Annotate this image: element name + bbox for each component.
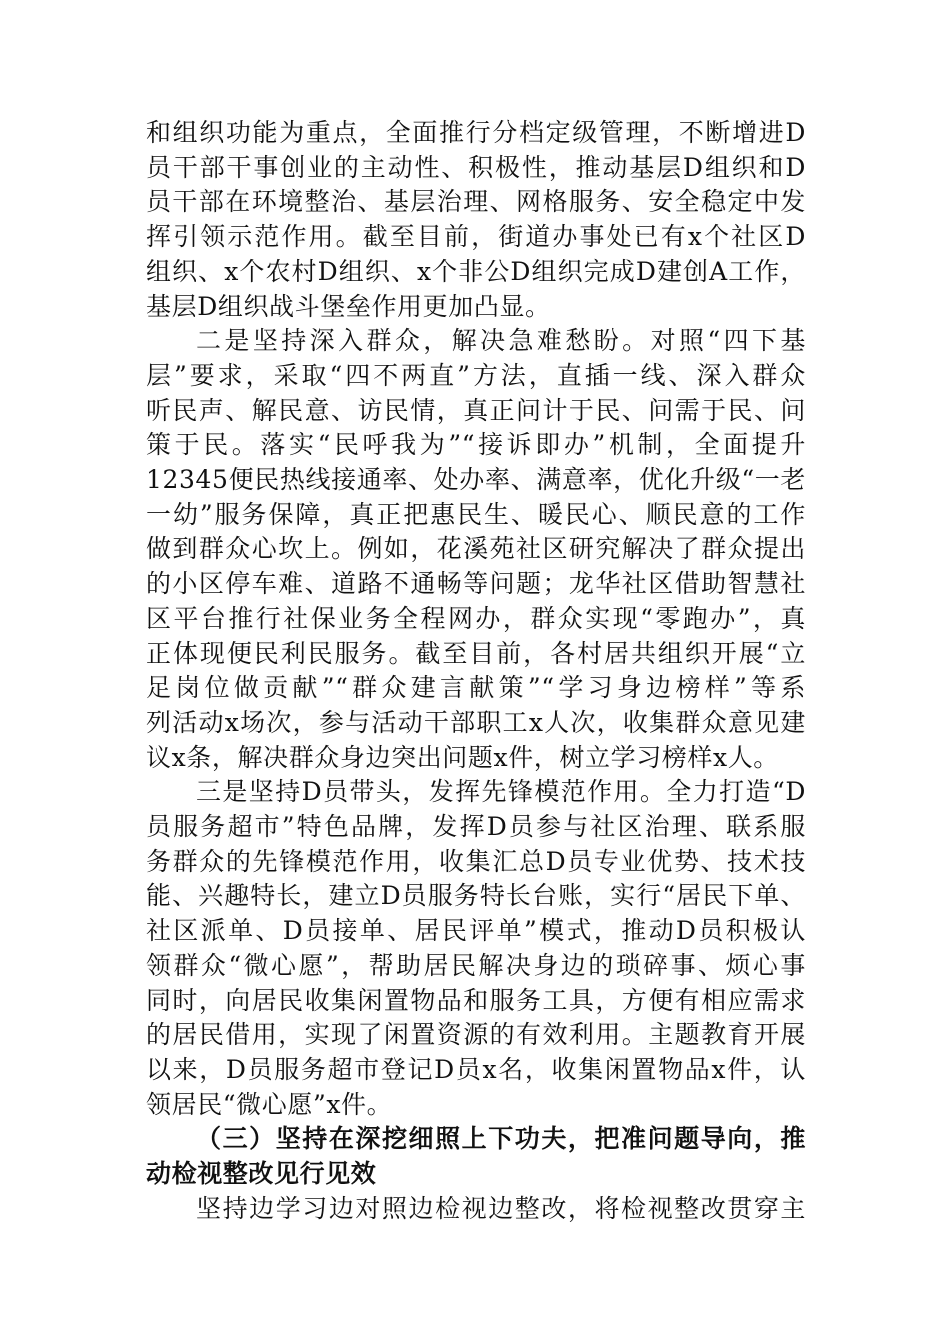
paragraph-1 — [146, 116, 806, 324]
paragraph-line: 员服务超市”特色品牌，发挥D员参与社区治理、联系服 — [146, 812, 806, 842]
paragraph-line: 层”要求，采取“四不两直”方法，直插一线、深入群众 — [146, 360, 806, 390]
paragraph-line: 策于民。落实“民呼我为”“接诉即办”机制，全面提升 — [146, 430, 806, 460]
paragraph-line: 社区派单、D员接单、居民评单”模式，推动D员积极认 — [146, 916, 806, 946]
heading-line: （三）坚持在深挖细照上下功夫，把准问题导向，推 — [196, 1124, 806, 1154]
document-page — [146, 116, 806, 1227]
paragraph-line: 三是坚持D员带头，发挥先锋模范作用。全力打造“D — [196, 777, 806, 807]
paragraph-3 — [146, 775, 806, 1122]
paragraph-line: 一幼”服务保障，真正把惠民生、暖民心、顺民意的工作 — [146, 499, 806, 529]
paragraph-line: 议x条，解决群众身边突出问题x件，树立学习榜样x人。 — [146, 742, 779, 772]
paragraph-line: 员干部干事创业的主动性、积极性，推动基层D组织和D — [146, 152, 806, 182]
paragraph-line: 的居民借用，实现了闲置资源的有效利用。主题教育开展 — [146, 1020, 806, 1050]
paragraph-line: 正体现便民利民服务。截至目前，各村居共组织开展“立 — [146, 638, 806, 668]
paragraph-line: 12345便民热线接通率、处办率、满意率，优化升级“一老 — [146, 465, 806, 495]
paragraph-line: 听民声、解民意、访民情，真正问计于民、问需于民、问 — [146, 395, 806, 425]
paragraph-line: 的小区停车难、道路不通畅等问题；龙华社区借助智慧社 — [146, 569, 806, 599]
paragraph-line: 务群众的先锋模范作用，收集汇总D员专业优势、技术技 — [146, 846, 806, 876]
paragraph-line: 二是坚持深入群众，解决急难愁盼。对照“四下基 — [196, 326, 806, 356]
section-heading — [146, 1122, 806, 1191]
paragraph-line: 能、兴趣特长，建立D员服务特长台账，实行“居民下单、 — [146, 881, 806, 911]
paragraph-2 — [146, 324, 806, 775]
paragraph-line: 挥引领示范作用。截至目前，街道办事处已有x个社区D — [146, 222, 806, 252]
paragraph-line: 领群众“微心愿”，帮助居民解决身边的琐碎事、烦心事 — [146, 950, 806, 980]
paragraph-line: 坚持边学习边对照边检视边整改，将检视整改贯穿主 — [196, 1193, 806, 1223]
paragraph-line: 领居民“微心愿”x件。 — [146, 1089, 393, 1119]
paragraph-line: 做到群众心坎上。例如，花溪苑社区研究解决了群众提出 — [146, 534, 806, 564]
paragraph-line: 基层D组织战斗堡垒作用更加凸显。 — [146, 291, 551, 321]
paragraph-line: 员干部在环境整治、基层治理、网格服务、安全稳定中发 — [146, 187, 806, 217]
paragraph-line: 以来，D员服务超市登记D员x名，收集闲置物品x件，认 — [146, 1054, 806, 1084]
paragraph-line: 区平台推行社保业务全程网办，群众实现“零跑办”，真 — [146, 603, 806, 633]
paragraph-line: 足岗位做贡献”“群众建言献策”“学习身边榜样”等系 — [146, 673, 806, 703]
paragraph-4 — [146, 1192, 806, 1227]
heading-line: 动检视整改见行见效 — [146, 1159, 377, 1189]
paragraph-line: 和组织功能为重点，全面推行分档定级管理，不断增进D — [146, 118, 806, 147]
paragraph-line: 列活动x场次，参与活动干部职工x人次，收集群众意见建 — [146, 707, 806, 737]
paragraph-line: 同时，向居民收集闲置物品和服务工具，方便有相应需求 — [146, 985, 806, 1015]
paragraph-line: 组织、x个农村D组织、x个非公D组织完成D建创A工作， — [146, 256, 806, 286]
